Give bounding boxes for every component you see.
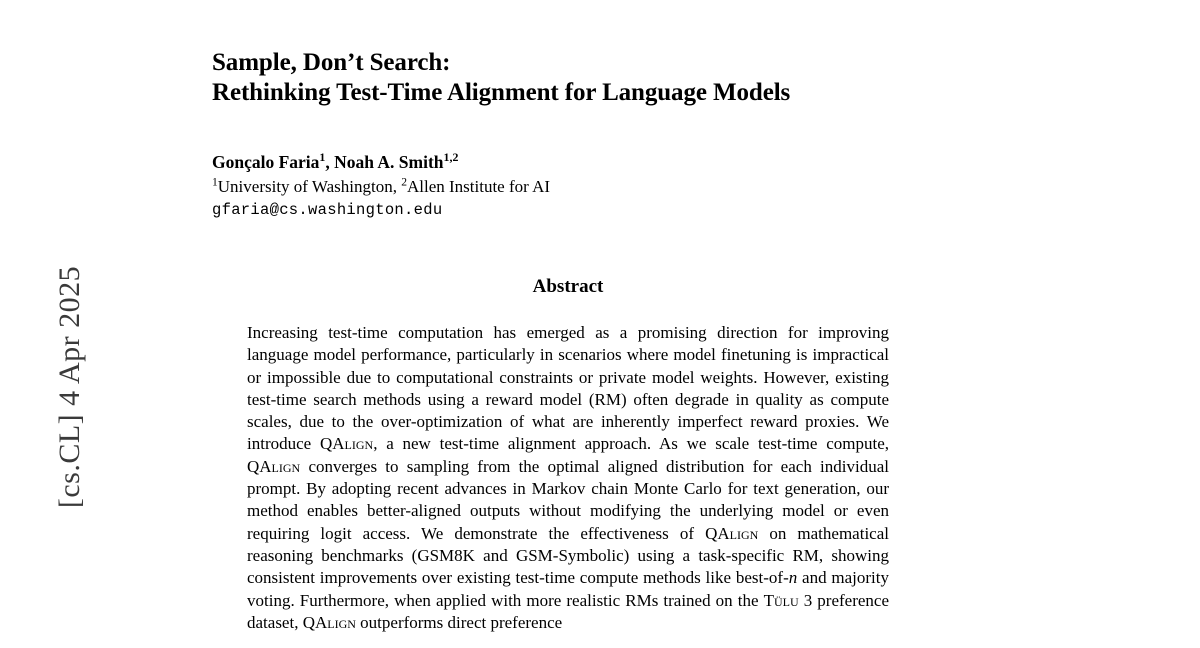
contact-email: gfaria@cs.washington.edu xyxy=(212,201,443,219)
dataset-name-tulu: Tülu xyxy=(763,590,799,610)
paper-content-column xyxy=(212,0,924,634)
author-2-name: Noah A. Smith xyxy=(334,152,444,172)
arxiv-vertical-stamp xyxy=(0,0,120,648)
abstract-body xyxy=(247,322,889,634)
page-title xyxy=(212,48,924,108)
author-1-name: Gonçalo Faria xyxy=(212,152,320,172)
affiliation-1-marker: 1 xyxy=(212,175,218,189)
abstract-text-part-5: and majority voting. Furthermore, when applied with more realistic RMs trained on the xyxy=(247,568,889,610)
abstract-text-part-1: Increasing test-time computation has emerged as a promising direction for improving language model performance, particularly in scenarios where model finetuning is impractical or impossible due to computational constraints or private model weights. However, existing test-time search methods using a reward model (RM) often degrade in quality as compute scales, due to the over-optimization of what are inherently imperfect reward proxies. We introduce xyxy=(247,323,889,454)
method-name-qalign-4: QAlign xyxy=(302,612,356,632)
method-name-qalign-1: QAlign xyxy=(319,434,374,454)
variable-n: n xyxy=(788,568,798,588)
author-separator: , xyxy=(325,152,335,172)
abstract-text-part-3: converges to sampling from the optimal aligned distribution for each individual prompt. By adopting recent advances in Markov chain Monte Carlo for text generation, our method enables better-aligned outputs without modifying the underlying model or even requiring logit access. We demonstrate the effectiveness of xyxy=(247,456,889,543)
author-2-affiliation-marker: 1,2 xyxy=(443,150,459,165)
abstract-text-part-4: on mathematical reasoning benchmarks (GSM8K and GSM-Symbolic) using a task-specific RM, showing consistent improvements over existing test-time compute methods like best-of- xyxy=(247,523,889,588)
affiliation-2-marker: 2 xyxy=(401,175,407,189)
abstract-section xyxy=(212,276,924,634)
affiliation-1: University of Washington, xyxy=(217,177,402,196)
arxiv-stamp-text: [cs.CL] 4 Apr 2025 xyxy=(53,265,86,509)
affiliations xyxy=(212,176,924,198)
author-1-affiliation-marker: 1 xyxy=(319,150,326,165)
abstract-text-part-7: outperforms direct preference xyxy=(355,612,563,632)
affiliation-2: Allen Institute for AI xyxy=(406,177,551,196)
method-name-qalign-3: QAlign xyxy=(705,523,759,543)
method-name-qalign-2: QAlign xyxy=(247,456,301,476)
abstract-heading: Abstract xyxy=(532,276,604,297)
abstract-text-part-2: , a new test-time alignment approach. As we scale test-time compute, xyxy=(373,434,889,454)
title-line-1: Sample, Don’t Search: xyxy=(212,49,451,76)
title-line-2: Rethinking Test-Time Alignment for Language Models xyxy=(212,79,791,106)
author-names xyxy=(212,152,924,173)
abstract-text-part-6: 3 preference dataset, xyxy=(247,590,889,632)
authors-block xyxy=(212,152,924,220)
